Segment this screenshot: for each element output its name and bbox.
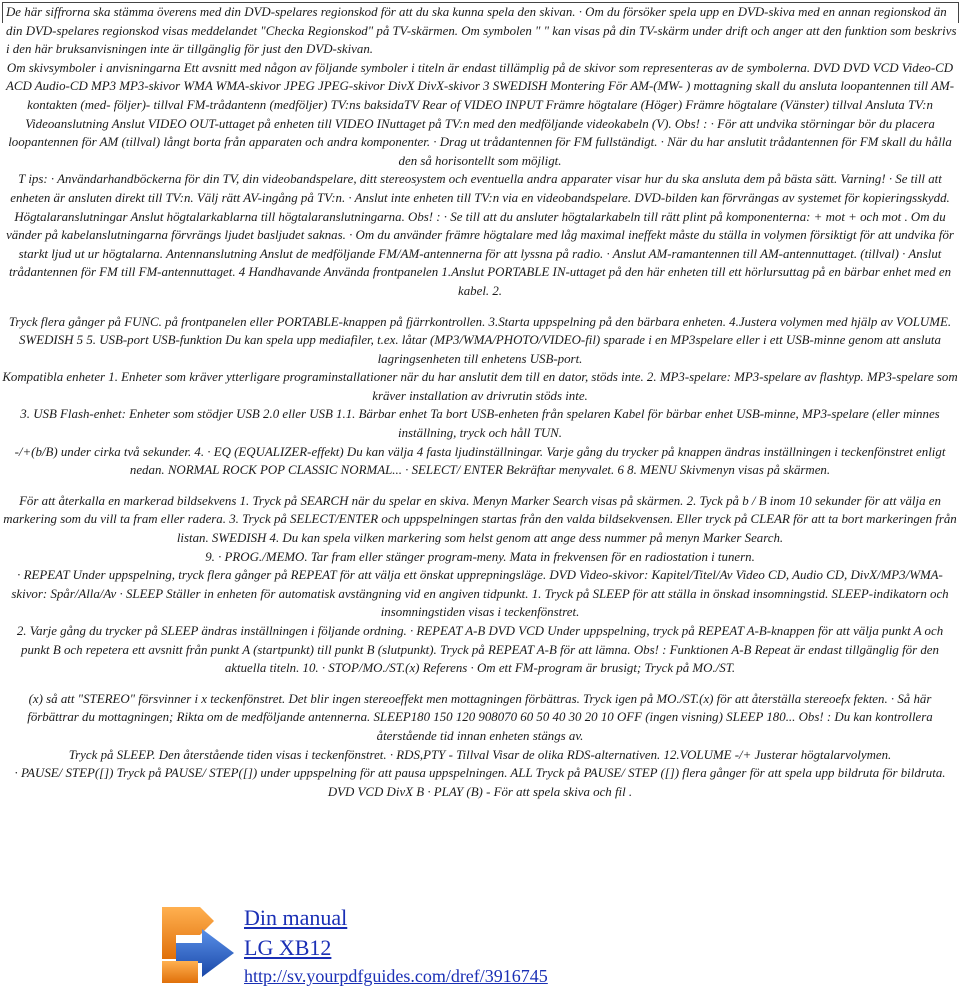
paragraph-speakers: Högtalaranslutningar Anslut högtalarkablarna till högtalaranslutningarna. Obs! : · Se till att du ansluter högtalarkabeln till rätt plint på komponenterna: + mot + och mot . Om du vänder på kabelanslutningarna förvrängs ljudet basljudet saknas. · Om du använder främre högtalare med låg maximal ineffekt måste du ställa in volymen försiktigt för att undvika för starkt ljud ut ur högtalarna. Antennanslutning Anslut de medföljande FM/AM-antennerna för att lyssna på radio. · Anslut AM-ramantennen till AM-antennuttaget. (tillval) · Anslut trådantennen för FM till FM-antennuttaget. 4 Handhavande Använda frontpanelen 1.Anslut PORTABLE IN-uttaget på den här enheten till ett hörlursuttag på en bärbar enhet med en kabel. 2. — [6, 209, 954, 298]
paragraph-disc-symbols: Om skivsymboler i anvisningarna Ett avsnitt med någon av följande symboler i titeln är endast tillämplig på de skivor som representeras av de symbolerna. DVD DVD VCD Video-CD ACD Audio-CD MP3 MP3-skivor WMA WMA-skivor JPEG JPEG-skivor DivX DivX-skivor 3 SWEDISH Montering För AM-(MW- ) mottagning skall du ansluta loopantennen till AM-kontakten (med- följer)- tillval FM-trådantenn (medföljer) TV:ns baksidaTV Rear of VIDEO INPUT Främre högtalare (Höger) Främre högtalare (Vänster) tillval Ansluta TV:n Videoanslutning Anslut VIDEO OUT-uttaget på enheten till VIDEO INuttaget på TV:n med den medföljande videokabeln (V). Obs! : · För att undvika störningar bör du placera loopantennen för AM (tillval) långt borta från apparaten och andra komponenter. · Drag ut trådantennen för FM fullständigt. · När du har anslutit trådantennen för FM skall du hålla den så horisontellt som möjligt. — [6, 60, 954, 168]
paragraph-pause-step: · PAUSE/ STEP([]) Tryck på PAUSE/ STEP([]) under uppspelning för att pausa uppspelningen. ALL Tryck på PAUSE/ STEP ([]) flera gånger för att spela upp bildruta för bildruta. DVD VCD DivX B · PLAY (B) - För att spela skiva och fil . — [14, 766, 946, 799]
arrow-logo-icon — [156, 899, 240, 989]
paragraph-sleep-order: 2. Varje gång du trycker på SLEEP ändras inställningen i följande ordning. · REPEAT A-B DVD VCD Under uppspelning, tryck på REPEAT A-B-knappen för att välja punkt A och punkt B och repetera ett avsnitt från punkt A (startpunkt) till punkt B (slutpunkt). Tryck på REPEAT A-B för att lämna. Obs! : Funktionen A-B Repeat är endast tillgänglig för den aktuella titeln. 10. · STOP/MO./ST.(x) Referens · Om ett FM-program är brusigt; Tryck på MO./ST. — [16, 624, 944, 676]
paragraph-usb-port: Tryck flera gånger på FUNC. på frontpanelen eller PORTABLE-knappen på fjärrkontrollen. 3.Starta uppspelning på den bärbara enheten. 4.Justera volymen med hjälp av VOLUME. SWEDISH 5 5. USB-port USB-funktion Du kan spela upp mediafiler, t.ex. låtar (MP3/WMA/PHOTO/VIDEO-fil) sparade i en MP3spelare eller i ett USB-minne genom att ansluta lagringsenheten till enhetens USB-port. — [8, 314, 952, 366]
footer-links — [244, 903, 548, 989]
paragraph-marker-search: För att återkalla en markerad bildsekvens 1. Tryck på SEARCH när du spelar en skiva. Menyn Marker Search visas på skärmen. 2. Tyck på b / B inom 10 sekunder för att välja en markering som du vill ta fram eller radera. 3. Tryck på SELECT/ENTER och uppspelningen startas från den valda bildsekvensen. Eller tryck på CLEAR för att ta bort markeringen från listan. SWEDISH 4. Du kan spela vilken markering som helst genom att ange dess nummer på menyn Marker Search. — [3, 493, 957, 546]
paragraph-tips: T ips: · Användarhandböckerna för din TV, din videobandspelare, ditt stereosystem och eventuella andra apparater visar hur du ska ansluta dem på bästa sätt. Varning! · Se till att enheten är ansluten direkt till TV:n. Välj rätt AV-ingång på TV:n. · Anslut inte enheten till TV:n via en videobandspelare. DVD-bilden kan förvrängas av systemet för kopieringsskydd. — [10, 172, 950, 205]
paragraph-stereo: (x) så att "STEREO" försvinner i x teckenfönstret. Det blir ingen stereoeffekt men mottagningen förbättras. Tryck igen på MO./ST.(x) för att återställa stereoefx fekten. · Så här förbättrar du mottagningen; Rikta om de medföljande antennerna. SLEEP180 150 120 908070 60 50 40 30 20 10 OFF (ingen visning) SLEEP 180... Obs! : Du kan kontrollera återstående tid innan enheten stängs av. — [27, 691, 933, 743]
footer — [0, 897, 960, 997]
paragraph-usb-flash: 3. USB Flash-enhet: Enheter som stödjer USB 2.0 eller USB 1.1. Bärbar enhet Ta bort USB-enheten från spelaren Kabel för bärbar enhet USB-minne, MP3-spelare (eller minnes inställning, tryck och håll TUN. — [20, 407, 940, 441]
paragraph-repeat: · REPEAT Under uppspelning, tryck flera gånger på REPEAT för att välja ett önskat upprepningsläge. DVD Video-skivor: Kapitel/Titel/Av Video CD, Audio CD, DivX/MP3/WMA-skivor: Spår/Alla/Av · SLEEP Ställer in enheten för automatisk avstängning vid en angiven tidpunkt. 1. Tryck på SLEEP för att ställa in önskad insomningstid. SLEEP-indikatorn och insomningstiden visas i teckenfönstret. — [11, 568, 949, 620]
manual-text — [0, 3, 960, 801]
paragraph-compatible: Kompatibla enheter 1. Enheter som kräver ytterligare programinstallationer när du har anslutit dem till en dator, stöds inte. 2. MP3-spelare: MP3-spelare av flashtyp. MP3-spelare som kräver installation av drivrutin stöds inte. — [2, 370, 958, 403]
paragraph-eq: -/+(b/B) under cirka två sekunder. 4. · EQ (EQUALIZER-effekt) Du kan välja 4 fasta ljudinställningar. Varje gång du trycker på knappen ändras inställningen i teckenfönstret enligt nedan. NORMAL ROCK POP CLASSIC NORMAL... · SELECT/ ENTER Bekräftar menyvalet. 6 8. MENU Skivmenyn visas på skärmen. — [14, 444, 946, 478]
link-url[interactable]: http://sv.yourpdfguides.com/dref/3916745 — [244, 966, 548, 986]
link-manual[interactable]: Din manual — [244, 905, 348, 930]
link-model[interactable]: LG XB12 — [244, 935, 332, 960]
paragraph-prog-memo: 9. · PROG./MEMO. Tar fram eller stänger program-meny. Mata in frekvensen för en radiostation i tunern. — [205, 549, 755, 564]
paragraph-region-code: De här siffrorna ska stämma överens med din DVD-spelares regionskod för att du ska kunna spela den skivan. · Om du försöker spela upp en DVD-skiva med en annan regionskod än din DVD-spelares regionskod visas meddelandet "Checka Regionskod" på TV-skärmen. Om symbolen " " kan visas på din TV-skärm under drift och anger att den funktion som beskrivs i den här bruksanvisningen inte är tillgänglig för just den DVD-skivan. — [6, 5, 957, 57]
paragraph-sleep-time: Tryck på SLEEP. Den återstående tiden visas i teckenfönstret. · RDS,PTY - Tillval Visar de olika RDS-alternativen. 12.VOLUME -/+ Justerar högtalarvolymen. — [68, 747, 892, 762]
